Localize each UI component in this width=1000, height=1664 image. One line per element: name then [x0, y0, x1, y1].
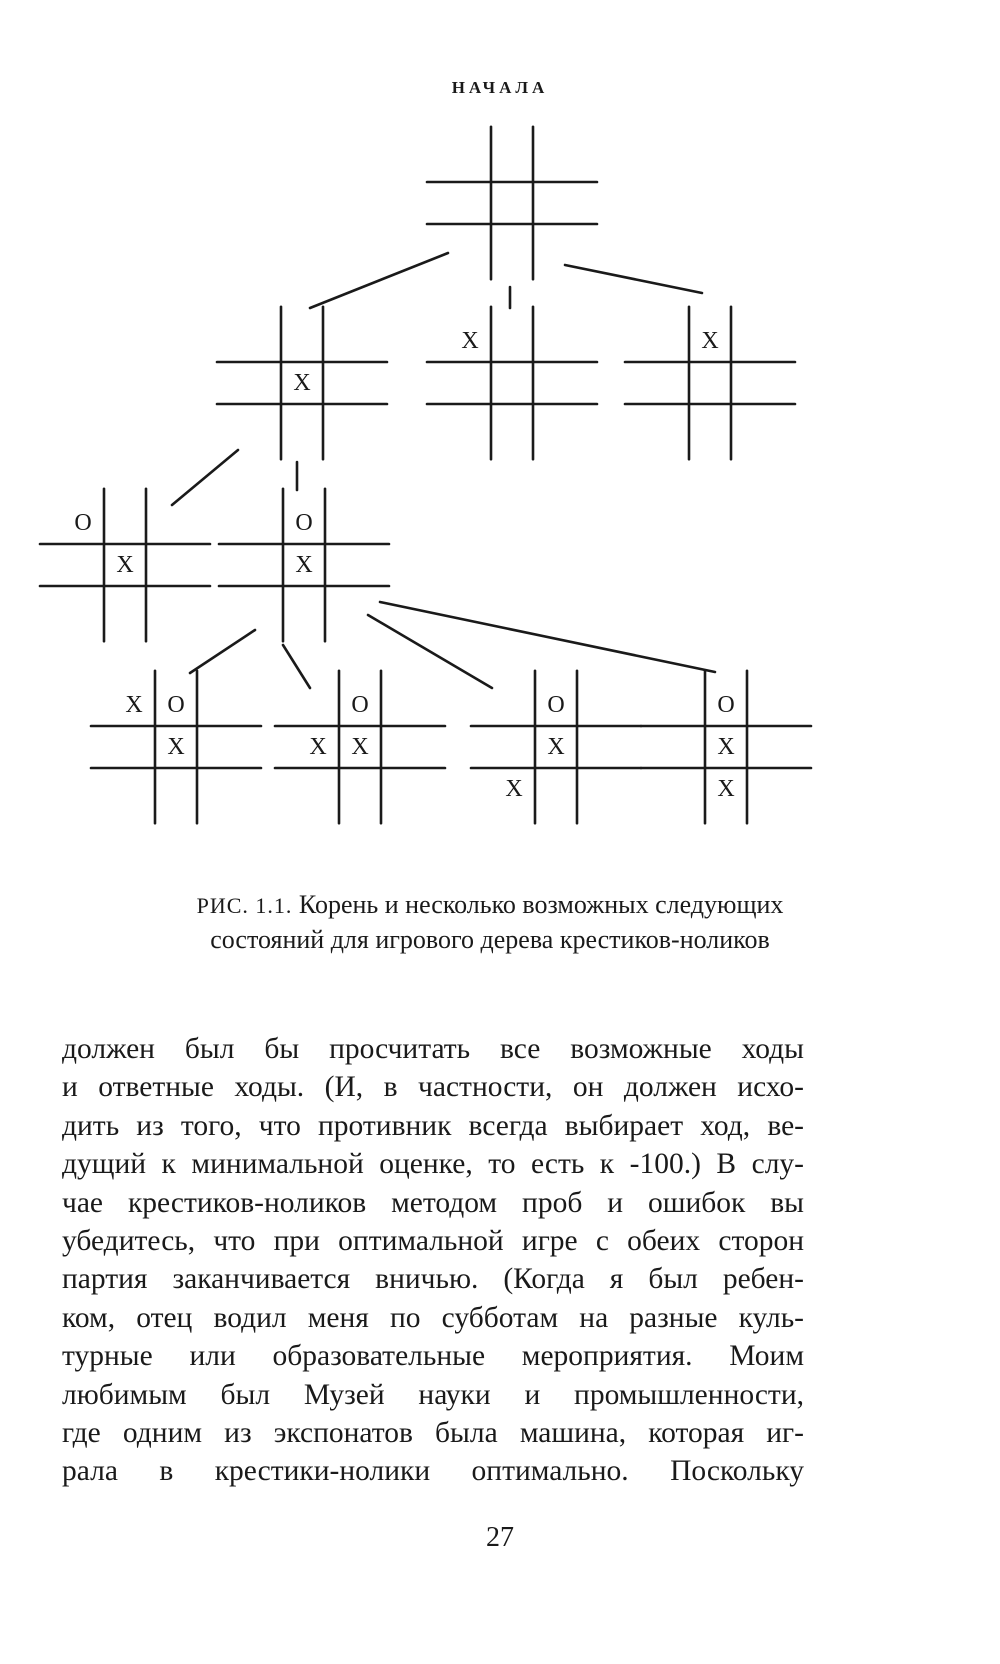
body-line: рала в крестики-нолики оптимально. Поскольку: [62, 1455, 804, 1488]
x-mark: X: [167, 734, 185, 760]
body-line: убедитесь, что при оптимальной игре с обеих сторон: [62, 1224, 804, 1257]
x-mark: X: [717, 734, 735, 760]
tic-tac-toe-board: [641, 671, 811, 823]
o-mark: O: [167, 692, 185, 718]
body-paragraph: [62, 1030, 804, 1491]
x-mark: X: [717, 776, 735, 802]
x-mark: X: [295, 552, 313, 578]
tic-tac-toe-game-tree-figure: [0, 120, 1000, 850]
x-mark: X: [505, 776, 523, 802]
tree-edge: [565, 265, 702, 293]
o-mark: O: [351, 692, 369, 718]
x-mark: X: [547, 734, 565, 760]
body-line: ком, отец водил меня по субботам на разные куль-: [62, 1301, 804, 1334]
tic-tac-toe-board: [427, 307, 597, 459]
tic-tac-toe-board: [625, 307, 795, 459]
tree-edge: [380, 602, 715, 672]
body-line: дить из того, что противник всегда выбирает ход, ве-: [62, 1109, 804, 1142]
body-line: должен был бы просчитать все возможные ходы: [62, 1033, 804, 1065]
body-line: где одним из экспонатов была машина, которая иг-: [62, 1416, 804, 1449]
o-mark: O: [547, 692, 565, 718]
body-line: дущий к минимальной оценке, то есть к -100.) В слу-: [62, 1148, 804, 1181]
tic-tac-toe-board: [275, 671, 445, 823]
running-head: НАЧАЛА: [451, 78, 549, 97]
tree-edge: [310, 253, 448, 308]
x-mark: X: [125, 692, 143, 718]
tree-edge: [368, 615, 492, 688]
tic-tac-toe-board: [217, 307, 387, 459]
o-mark: O: [717, 692, 735, 718]
body-line: партия заканчивается вничью. (Когда я был ребен-: [62, 1263, 804, 1296]
body-line: любимым был Музей науки и промышленности,: [62, 1378, 804, 1411]
tic-tac-toe-board: [471, 671, 641, 823]
figure-caption-text: Корень и несколько возможных следующих: [298, 890, 784, 919]
o-mark: O: [74, 510, 92, 536]
x-mark: X: [701, 328, 719, 354]
tree-edges: [172, 253, 715, 688]
figure-caption-text-line2: состояний для игрового дерева крестиков-ноликов: [210, 925, 770, 954]
tree-edge: [190, 630, 255, 673]
tree-boards: [40, 127, 811, 823]
tic-tac-toe-board: [91, 671, 261, 823]
tree-edge: [283, 645, 310, 688]
tic-tac-toe-board: [219, 489, 389, 641]
x-mark: X: [461, 328, 479, 354]
x-mark: X: [116, 552, 134, 578]
x-mark: X: [293, 370, 311, 396]
figure-caption: [60, 888, 920, 957]
tic-tac-toe-board: [40, 489, 210, 641]
x-mark: X: [351, 734, 369, 760]
figure-caption-label: РИС. 1.1.: [196, 893, 293, 918]
body-line: и ответные ходы. (И, в частности, он должен исхо-: [62, 1071, 804, 1104]
page-number: 27: [486, 1522, 514, 1553]
body-line: чае крестиков-ноликов методом проб и ошибок вы: [62, 1186, 804, 1219]
body-line: турные или образовательные мероприятия. Моим: [62, 1340, 804, 1373]
tic-tac-toe-board-root: [427, 127, 597, 279]
x-mark: X: [309, 734, 327, 760]
o-mark: O: [295, 510, 313, 536]
tree-edge: [172, 450, 238, 505]
